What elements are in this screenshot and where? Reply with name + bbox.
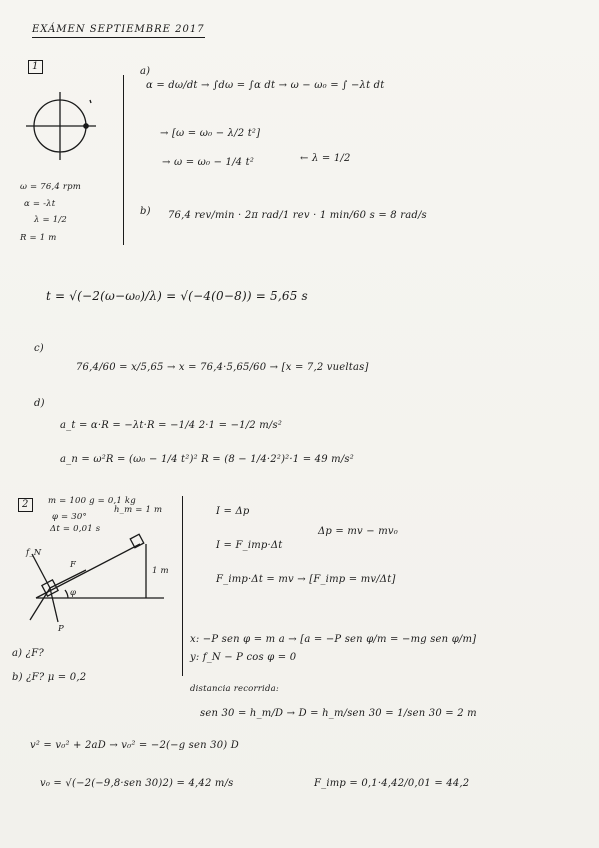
work-line10: v₀ = √(−2(−9,8·sen 30)2) = 4,42 m/s xyxy=(40,778,234,789)
problem-2-divider xyxy=(182,496,183,676)
work-line8: sen 30 = h_m/D → D = h_m/sen 30 = 1/sen 30 = 2 m xyxy=(200,708,477,719)
work-line4: F_imp·Δt = mv → [F_imp = mv/Δt] xyxy=(216,574,396,585)
label-force: F xyxy=(70,560,77,570)
question-b: b) ¿F? μ = 0,2 xyxy=(12,672,87,683)
part-c-label: c) xyxy=(34,343,44,354)
part-b-line1: 76,4 rev/min · 2π rad/1 rev · 1 min/60 s = 8 rad/s xyxy=(168,210,427,221)
work-line1: I = Δp xyxy=(216,506,250,517)
work-line3: I = F_imp·Δt xyxy=(216,540,283,551)
part-b-label: b) xyxy=(140,206,151,217)
label-normal-force: f_N xyxy=(26,548,42,558)
part-a-line2: → [ω = ω₀ − λ/2 t²] xyxy=(160,128,261,139)
work-line5: x: −P sen φ = m a → [a = −P sen φ/m = −mg sen φ/m] xyxy=(190,634,477,645)
part-a-line3: → ω = ω₀ − 1/4 t² xyxy=(162,157,255,168)
given-delta-t: Δt = 0,01 s xyxy=(50,524,101,534)
given-lambda: λ = 1/2 xyxy=(34,215,67,225)
work-line7: distancia recorrida: xyxy=(190,684,279,694)
given-height: h_m = 1 m xyxy=(114,505,163,515)
work-line9: v² = v₀² + 2aD → v₀² = −2(−g sen 30) D xyxy=(30,740,239,751)
label-angle: φ xyxy=(70,588,77,598)
part-c-line1: 76,4/60 = x/5,65 → x = 76,4·5,65/60 → [x = 7,2 vueltas] xyxy=(76,362,369,373)
part-d-label: d) xyxy=(34,398,45,409)
problem-2-number: 2 xyxy=(18,498,33,512)
problem-1-divider xyxy=(123,75,124,245)
part-a-label: a) xyxy=(140,66,151,77)
given-alpha: α = -λt xyxy=(24,199,56,209)
work-line11: F_imp = 0,1·4,42/0,01 = 44,2 xyxy=(314,778,470,789)
problem-1-number: 1 xyxy=(28,60,43,74)
given-omega: ω = 76,4 rpm xyxy=(20,182,82,192)
label-weight: P xyxy=(58,624,64,634)
part-d-line2: a_n = ω²R = (ω₀ − 1/4 t²)² R = (8 − 1/4·2²)²·1 = 49 m/s² xyxy=(60,454,354,465)
part-d-line1: a_t = α·R = −λt·R = −1/4 2·1 = −1/2 m/s² xyxy=(60,420,283,431)
part-a-line1: α = dω/dt → ∫dω = ∫α dt → ω − ω₀ = ∫ −λt dt xyxy=(146,80,385,91)
exam-title: EXÁMEN SEPTIEMBRE 2017 xyxy=(32,24,205,38)
incline-diagram xyxy=(14,530,184,640)
part-a-note: ← λ = 1/2 xyxy=(300,153,351,164)
given-mass: m = 100 g = 0,1 kg xyxy=(48,496,136,506)
work-line2: Δp = mv − mv₀ xyxy=(318,526,398,537)
rotation-circle-diagram xyxy=(24,88,114,168)
work-line6: y: f_N − P cos φ = 0 xyxy=(190,652,297,663)
given-radius: R = 1 m xyxy=(20,233,57,243)
part-b-line2: t = √(−2(ω−ω₀)/λ) = √(−4(0−8)) = 5,65 s xyxy=(46,289,308,303)
question-a: a) ¿F? xyxy=(12,648,44,659)
given-angle: φ = 30° xyxy=(52,512,87,522)
label-height: 1 m xyxy=(152,566,169,576)
